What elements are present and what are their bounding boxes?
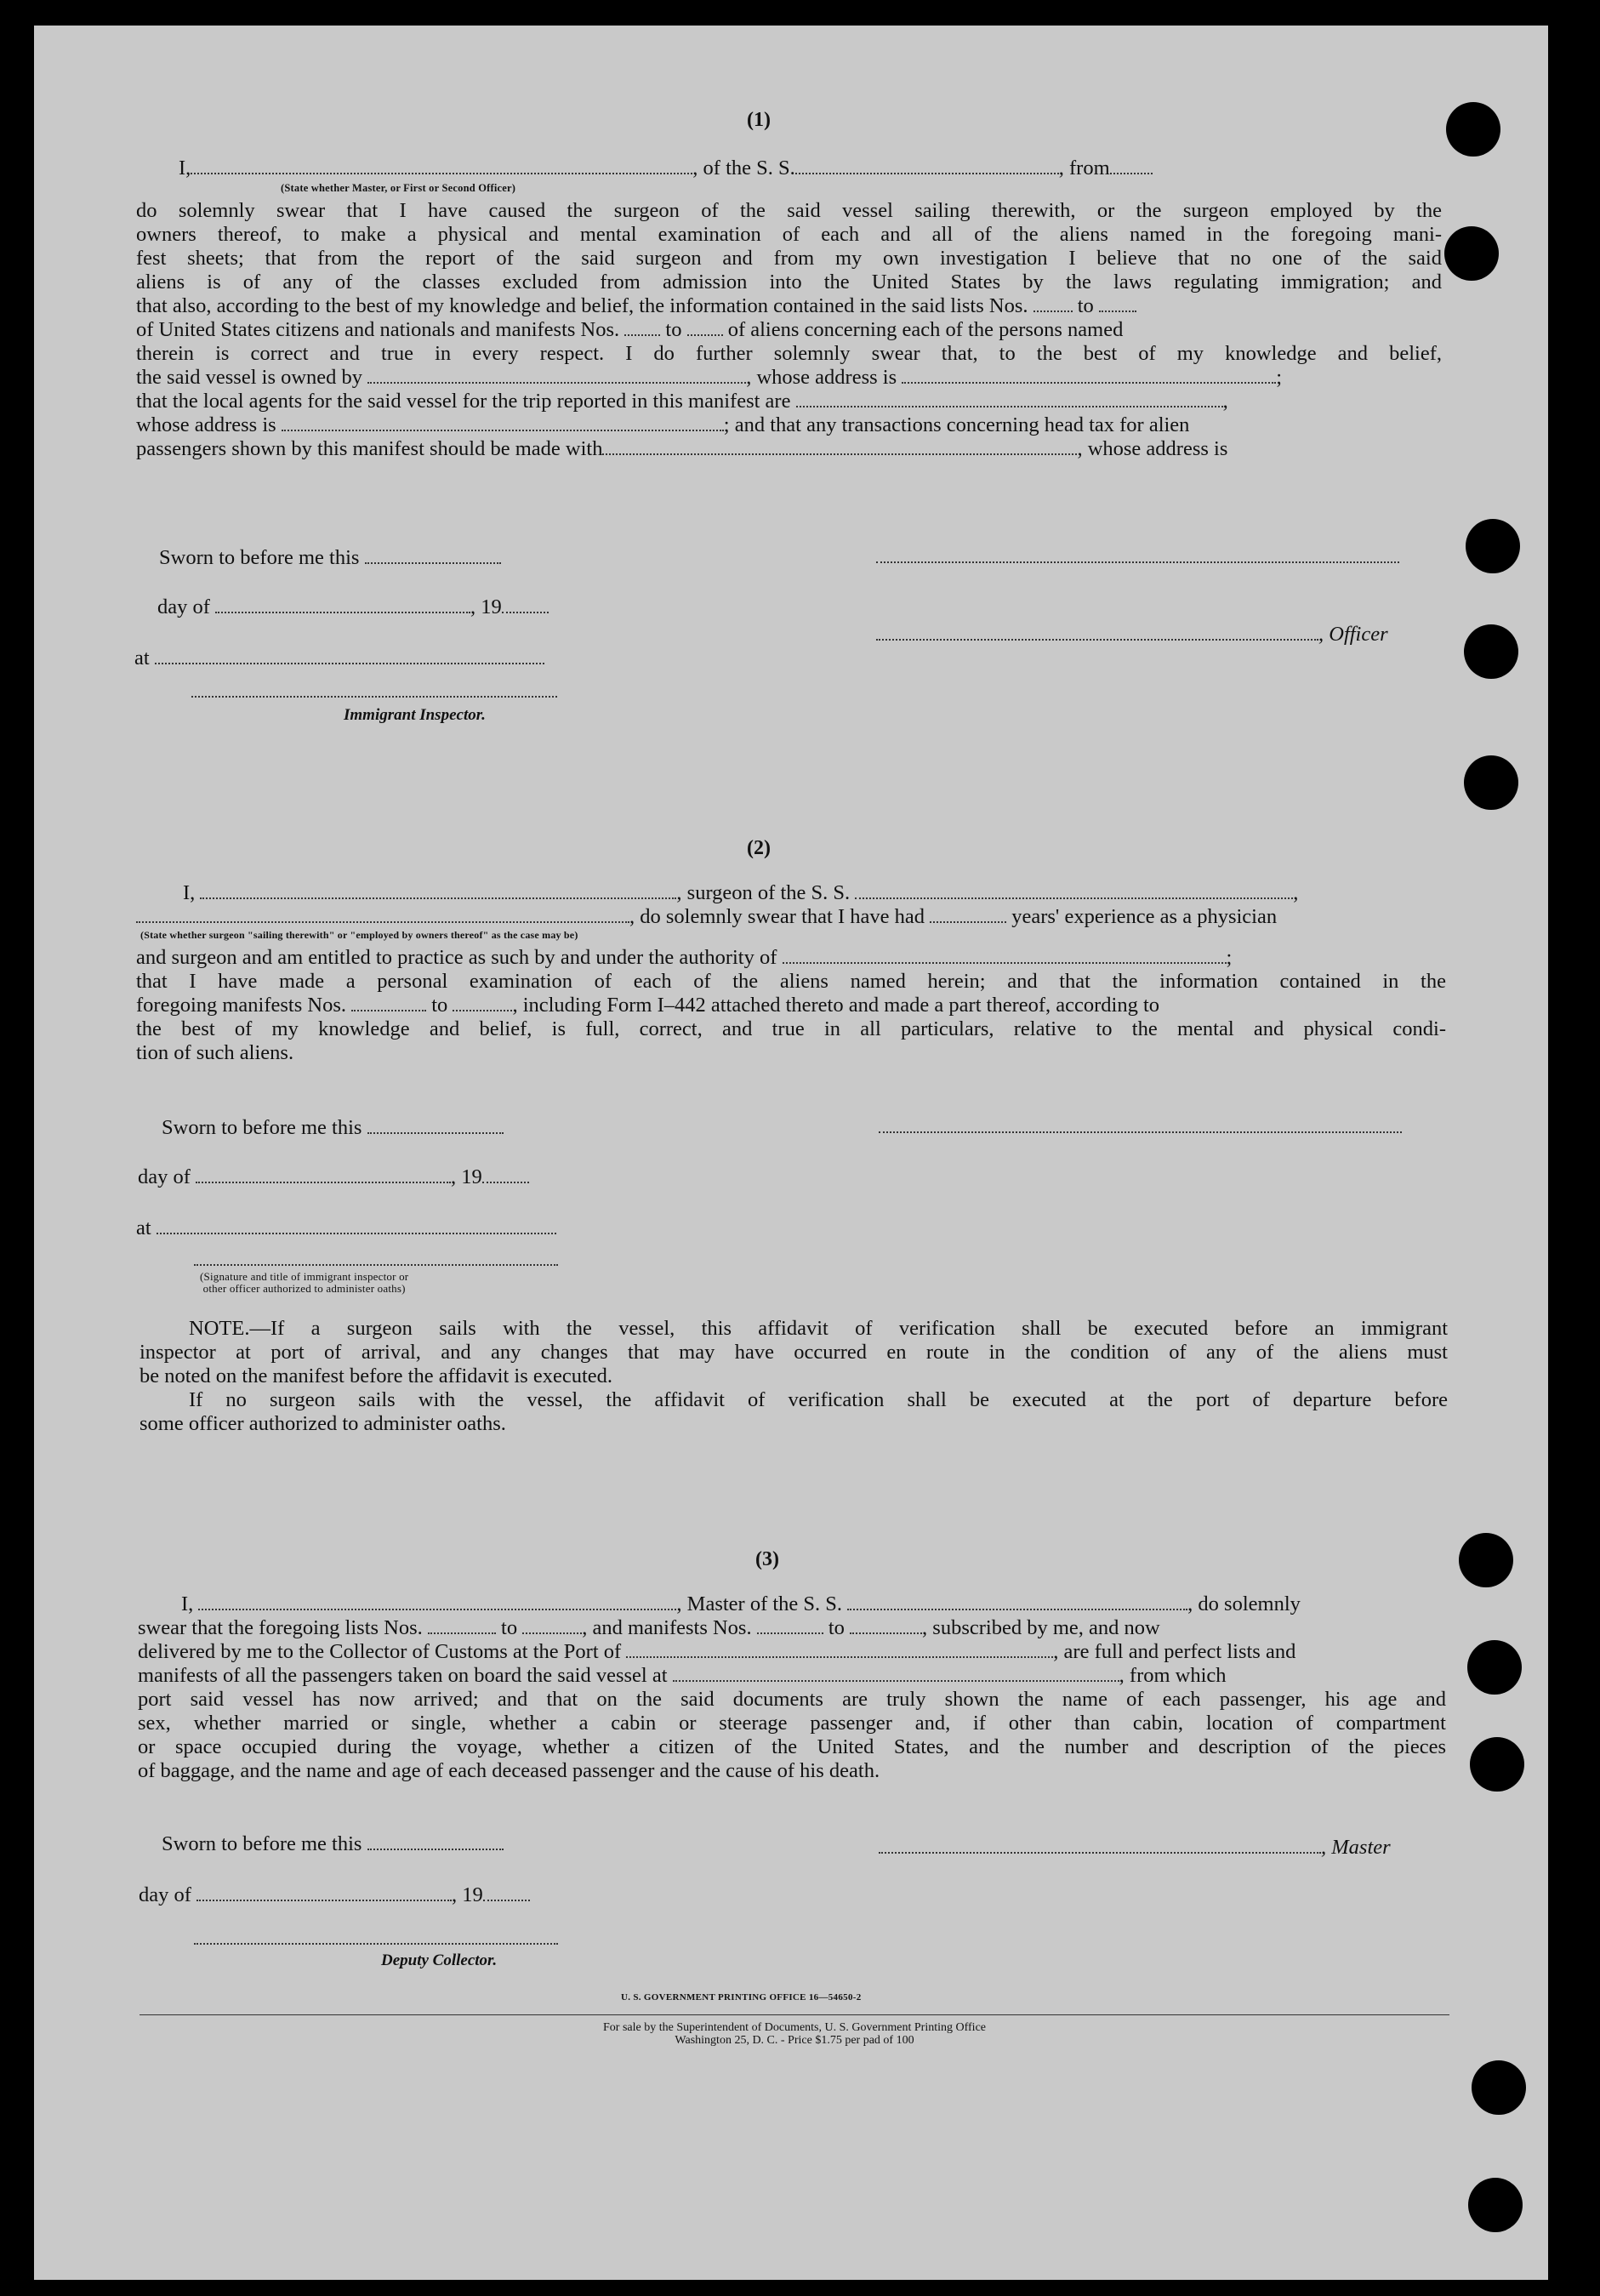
s1-text-line: whose address is ; and that any transactions concerning head tax for alien xyxy=(136,413,1190,436)
s1-text-line: that the local agents for the said vessel for the trip reported in this manifest are , xyxy=(136,390,1228,413)
s3-text-line: delivered by me to the Collector of Customs at the Port of , are full and perfect lists and xyxy=(138,1640,1296,1663)
s3-deputy-label: Deputy Collector. xyxy=(381,1951,498,1969)
punch-hole xyxy=(1444,226,1499,281)
s1-inspector-label: Immigrant Inspector. xyxy=(344,706,486,724)
punch-hole xyxy=(1464,624,1518,679)
s2-text-line: the best of my knowledge and belief, is full, correct, and true in all particulars, relative to the mental and physical condi- xyxy=(136,1017,1446,1040)
s2-at-line: at xyxy=(136,1216,556,1240)
s1-day-line: day of , 19 xyxy=(157,595,549,619)
s2-note-line: some officer authorized to administer oaths. xyxy=(140,1412,506,1435)
punch-hole xyxy=(1467,1640,1522,1695)
s2-paragraph xyxy=(136,946,1446,1065)
s3-text-line: or space occupied during the voyage, whether a citizen of the United States, and the number and description of the pieces xyxy=(138,1735,1446,1758)
s1-paragraph xyxy=(136,199,1442,461)
punch-hole xyxy=(1468,2178,1523,2232)
section-3-number: (3) xyxy=(755,1548,779,1570)
punch-hole xyxy=(1472,2060,1526,2115)
section-2-number: (2) xyxy=(747,837,771,859)
s3-text-line: port said vessel has now arrived; and that on the said documents are truly shown the name of each passenger, his age and xyxy=(138,1688,1446,1711)
s2-signature-title-line xyxy=(194,1264,558,1266)
punch-hole xyxy=(1464,755,1518,810)
s1-text-line: aliens is of any of the classes excluded from admission into the United States by the laws regulating immigration; and xyxy=(136,271,1442,293)
s1-text-line: therein is correct and true in every respect. I do further solemnly swear that, to the best of my knowledge and belief, xyxy=(136,342,1442,365)
s1-text-line: the said vessel is owned by , whose address is ; xyxy=(136,366,1283,389)
s1-text-line: that also, according to the best of my knowledge and belief, the information contained in the said lists Nos. to xyxy=(136,294,1442,318)
s2-signature-line xyxy=(879,1131,1402,1133)
s3-text-line: swear that the foregoing lists Nos. to , and manifests Nos. to , subscribed by me, and now xyxy=(138,1616,1160,1639)
s1-text-line: of United States citizens and nationals and manifests Nos. to of aliens concerning each of the persons named xyxy=(136,318,1124,341)
s3-deputy-line xyxy=(194,1943,558,1945)
s3-sworn-line: Sworn to before me this xyxy=(162,1832,504,1856)
s1-line-1: I, , of the S. S. , from xyxy=(179,157,1153,180)
s2-note-line: If no surgeon sails with the vessel, the affidavit of verification shall be executed at the port of departure before xyxy=(189,1388,1448,1411)
s3-text-line: manifests of all the passengers taken on board the said vessel at , from which xyxy=(138,1664,1227,1687)
s2-note xyxy=(140,1317,1448,1436)
s1-signature-line xyxy=(876,561,1399,563)
s2-sworn-line: Sworn to before me this xyxy=(162,1116,504,1140)
s2-line-2: , do solemnly swear that I have had years' experience as a physician xyxy=(136,905,1277,929)
s3-text-line: sex, whether married or single, whether a cabin or steerage passenger and, if other than cabin, location of compartment xyxy=(138,1712,1446,1735)
s1-sworn-line: Sworn to before me this xyxy=(159,546,501,570)
s1-inspector-line xyxy=(191,696,557,698)
s2-text-line: and surgeon and am entitled to practice as such by and under the authority of ; xyxy=(136,946,1233,969)
punch-hole xyxy=(1446,102,1500,157)
s1-officer-caption: (State whether Master, or First or Second Officer) xyxy=(281,182,516,194)
s2-surgeon-caption: (State whether surgeon "sailing therewith" or "employed by owners thereof" as the case may be) xyxy=(140,929,578,941)
s3-day-line: day of , 19 xyxy=(139,1883,530,1907)
s2-text-line: foregoing manifests Nos. to , including Form I–442 attached thereto and made a part thereof, according to xyxy=(136,994,1160,1017)
s2-line-1: I, , surgeon of the S. S. , xyxy=(183,881,1299,904)
s2-text-line: that I have made a personal examination of each of the aliens named herein; and that the information contained in the xyxy=(136,970,1446,993)
s2-signature-caption: (Signature and title of immigrant inspector or other officer authorized to administer oaths) xyxy=(200,1270,409,1295)
sale-notice: For sale by the Superintendent of Documents, U. S. Government Printing Office Washington 25, D. C. - Price $1.75 per pad of 100 xyxy=(603,2021,986,2047)
s3-text-line: of baggage, and the name and age of each deceased passenger and the cause of his death. xyxy=(138,1759,880,1782)
s1-officer-line: , Officer xyxy=(876,623,1388,647)
footer-rule xyxy=(140,2014,1449,2015)
s1-text-line: passengers shown by this manifest should be made with , whose address is xyxy=(136,437,1228,460)
punch-hole xyxy=(1470,1737,1524,1792)
section-1-number: (1) xyxy=(747,109,771,131)
s2-note-line: be noted on the manifest before the affidavit is executed. xyxy=(140,1364,613,1387)
punch-hole xyxy=(1466,519,1520,573)
s2-note-line: inspector at port of arrival, and any changes that may have occurred en route in the condition of any of the aliens must xyxy=(140,1341,1448,1364)
s1-text-line: do solemnly swear that I have caused the surgeon of the said vessel sailing therewith, or the surgeon employed by the xyxy=(136,199,1442,222)
manifest-affidavit-sheet xyxy=(34,26,1548,2280)
s2-day-line: day of , 19 xyxy=(138,1165,529,1189)
s2-note-line: NOTE.—If a surgeon sails with the vessel, this affidavit of verification shall be executed before an immigrant xyxy=(189,1317,1448,1340)
s1-text-line: fest sheets; that from the report of the said surgeon and from my own investigation I believe that no one of the said xyxy=(136,247,1442,270)
s1-at-line: at xyxy=(134,647,544,670)
punch-hole xyxy=(1459,1533,1513,1587)
gpo-imprint: U. S. GOVERNMENT PRINTING OFFICE 16—54650-2 xyxy=(621,1992,862,2003)
s2-text-line: tion of such aliens. xyxy=(136,1041,294,1064)
s3-paragraph xyxy=(138,1616,1446,1783)
s1-text-line: owners thereof, to make a physical and mental examination of each and all of the aliens named in the foregoing mani- xyxy=(136,223,1442,246)
s3-line-1: I, , Master of the S. S. , do solemnly xyxy=(181,1592,1301,1615)
s3-master-line: , Master xyxy=(879,1836,1391,1860)
